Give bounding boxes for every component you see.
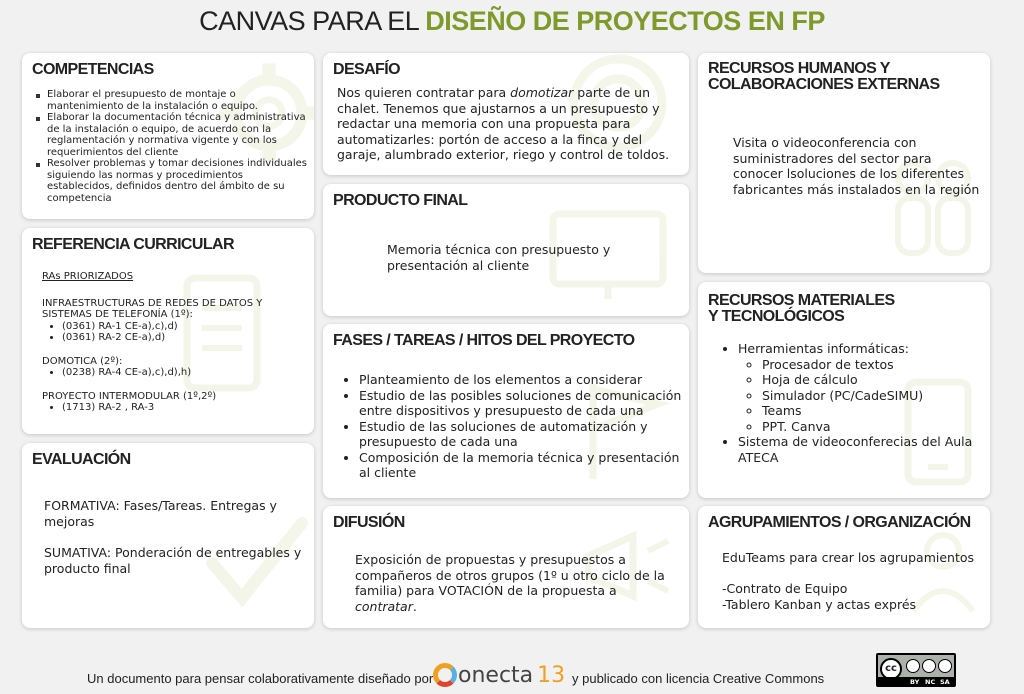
card-recursos-humanos [698,53,990,273]
difusion-text: Exposición de propuestas y presupuestos a compañeros de otros grupos (1º u otro ciclo de la familia) para VOTACIÓN de la propuesta a contratar. [355,552,665,614]
fases-list [343,372,683,481]
logo-word: onecta [458,662,534,688]
card-recursos-materiales [698,282,990,498]
footer-text-b: y publicado con licencia Creative Commons [572,671,825,686]
nc-icon [922,659,936,673]
card-difusion [323,506,689,628]
agrupamientos-line-2: -Contrato de Equipo [722,581,848,596]
producto-text: Memoria técnica con presupuesto y presentación al cliente [387,242,611,273]
competencias-list [33,89,309,204]
card-fases [323,324,689,498]
group-3-name: PROYECTO INTERMODULAR (1º,2º) [42,390,217,402]
cc-icon: cc [880,658,902,680]
ras-label: RAs PRIORIZADOS [42,271,134,282]
card-agrupamientos [698,506,990,628]
agrupamientos-line-3: -Tablero Kanban y actas exprés [722,597,917,612]
competencias-heading: COMPETENCIAS [32,61,154,78]
rrhh-text: Visita o videoconferencia con suministradores del sector para conocer lsoluciones de los diferentes fabricantes más instalados en la región [733,135,980,197]
fases-heading: FASES / TAREAS / HITOS DEL PROYECTO [333,332,635,349]
nc-label: NC [925,678,936,686]
list-item: ◦ Hoja de cálculo [762,372,987,388]
list-item: • (0238) RA-4 CE-a),c),d),h) [62,367,307,379]
by-label: BY [910,678,920,686]
list-item: • (1713) RA-2 , RA-3 [62,402,307,414]
list-item: • (0361) RA-2 CE-a),d) [62,332,307,344]
list-item: ◦ PPT. Canva [762,419,987,435]
rrhh-heading: RECURSOS HUMANOS Y COLABORACIONES EXTERNAS [708,60,940,93]
evaluacion-heading: EVALUACIÓN [32,451,131,468]
card-desafio [323,53,689,175]
agrupamientos-heading: AGRUPAMIENTOS / ORGANIZACIÓN [708,514,971,531]
card-producto-final [323,184,689,316]
desafio-text: Nos quieren contratar para domotizar parte de un chalet. Tenemos que ajustarnos a un presupuesto y redactar una memoria con una propuesta para automatizarles: portón de acceso a la finca y del garaje, alumbrado exterior, riego y control de toldos. [337,85,670,162]
group-2-name: DOMOTICA (2º): [42,355,123,367]
card-referencia-curricular [22,228,314,434]
card-competencias [22,53,314,219]
list-item: • Composición de la memoria técnica y presentación al cliente [359,450,683,481]
list-item: • Sistema de videoconferecias del Aula ATECA [738,434,987,465]
footer-text-a: Un documento para pensar colaborativamente diseñado por [87,671,434,686]
list-item: • Estudio de las soluciones de automatización y presupuesto de cada una [359,419,683,450]
page-title [0,6,1024,37]
desafio-heading: DESAFÍO [333,61,400,78]
producto-heading: PRODUCTO FINAL [333,192,468,209]
card-evaluacion [22,443,314,628]
difusion-heading: DIFUSIÓN [333,514,405,531]
list-item: ◦ Procesador de textos [762,357,987,373]
by-icon [906,659,920,673]
list-item: • Herramientas informáticas: ◦ Procesador de textos ◦ Hoja de cálculo ◦ Simulador (PC/CadeSIMU) ◦ Teams ◦ PPT. Canva [738,341,987,434]
title-highlight: DISEÑO DE PROYECTOS EN FP [425,6,825,36]
title-part-1: CANVAS PARA EL [199,6,426,36]
list-item: • Estudio de las posibles soluciones de comunicación entre dispositivos y presupuesto de cada una [359,388,683,419]
sumativa-text: SUMATIVA: Ponderación de entregables y producto final [44,545,302,576]
materiales-heading: RECURSOS MATERIALES Y TECNOLÓGICOS [708,292,895,325]
sa-label: SA [940,678,950,686]
list-item: ◦ Simulador (PC/CadeSIMU) [762,388,987,404]
logo-c [433,663,457,687]
referencia-heading: REFERENCIA CURRICULAR [32,236,234,253]
logo-number: 13 [537,662,566,688]
sa-icon [938,659,952,673]
group-1-name: INFRAESTRUCTURAS DE REDES DE DATOS Y SISTEMAS DE TELEFONÍA (1º): [42,297,263,320]
agrupamientos-line-1: EduTeams para crear los agrupamientos [722,550,975,565]
conecta13-logo [433,661,565,689]
list-item: Elaborar la documentación técnica y administrativa de la instalación o equipo, de acuerdo con la reglamentación y normativa vigente y con los requerimientos del cliente [33,112,309,158]
materiales-list [722,341,987,465]
formativa-text: FORMATIVA: Fases/Tareas. Entregas y mejoras [44,498,277,529]
list-item: Resolver problemas y tomar decisiones individuales siguiendo las normas y procedimientos establecidos, definidos dentro del ámbito de su competencia [33,158,309,204]
cc-badge [876,653,956,687]
list-item: • Planteamiento de los elementos a considerar [359,372,683,388]
list-item: Elaborar el presupuesto de montaje o mantenimiento de la instalación o equipo. [33,89,309,112]
list-item: ◦ Teams [762,403,987,419]
list-item: • (0361) RA-1 CE-a),c),d) [62,321,307,333]
